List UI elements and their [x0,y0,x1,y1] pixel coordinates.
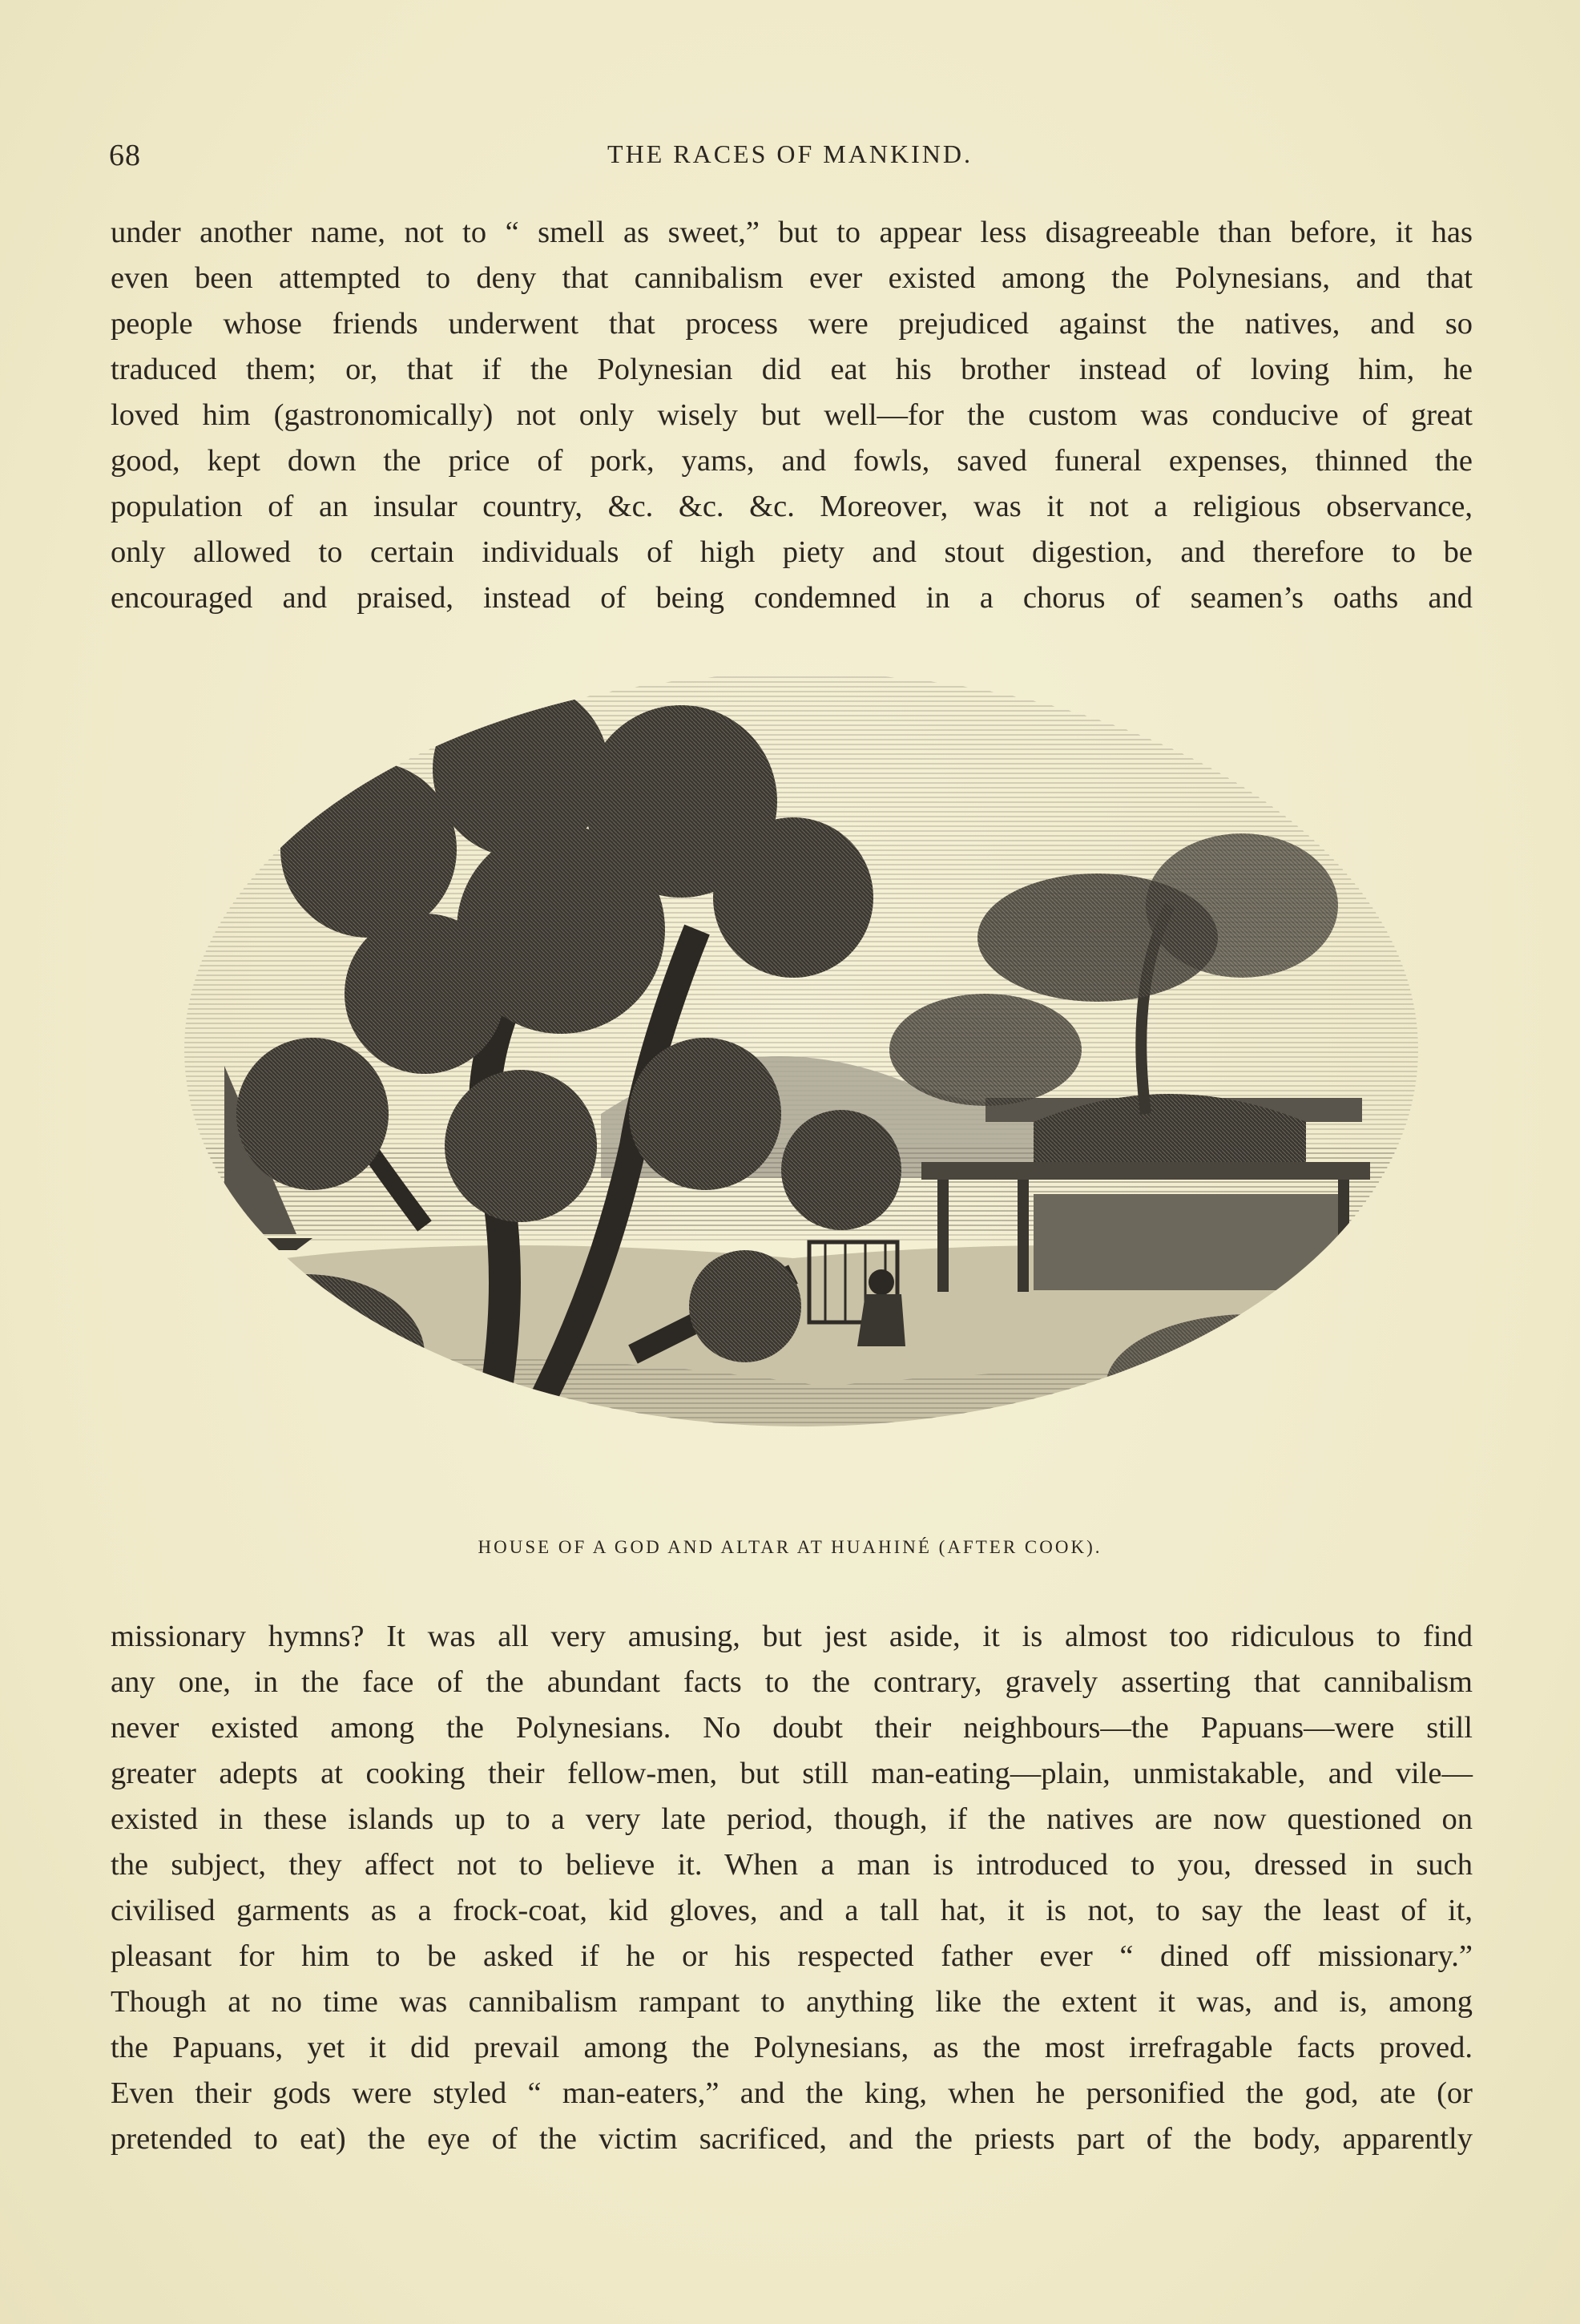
text-line: pretended to eat) the eye of the victim sacrificed, and the priests part of the body, apparently [111,2122,1473,2156]
text-line: Though at no time was cannibalism rampant to anything like the extent it was, and is, among [111,1985,1473,2019]
text-line: the subject, they affect not to believe it. When a man is introduced to you, dressed in such [111,1848,1473,1882]
text-line: only allowed to certain individuals of high piety and stout digestion, and therefore to be [111,535,1473,569]
text-line: people whose friends underwent that process were prejudiced against the natives, and so [111,307,1473,341]
text-line: civilised garments as a frock-coat, kid gloves, and a tall hat, it is not, to say the least of it, [111,1894,1473,1927]
text-line: the Papuans, yet it did prevail among the Polynesians, as the most irrefragable facts proved. [111,2031,1473,2064]
text-line: traduced them; or, that if the Polynesian did eat his brother instead of loving him, he [111,353,1473,386]
text-line: loved him (gastronomically) not only wisely but well—for the custom was conducive of great [111,398,1473,432]
top-paragraph [111,210,1473,621]
text-line: encouraged and praised, instead of being condemned in a chorus of seamen’s oaths and [111,581,1473,615]
text-line: pleasant for him to be asked if he or his respected father ever “ dined off missionary.” [111,1939,1473,1973]
text-line: existed in these islands up to a very late period, though, if the natives are now questioned on [111,1802,1473,1836]
text-line: any one, in the face of the abundant facts to the contrary, gravely asserting that cannibalism [111,1665,1473,1699]
text-line: even been attempted to deny that cannibalism ever existed among the Polynesians, and that [111,261,1473,295]
text-line: population of an insular country, &c. &c. &c. Moreover, was it not a religious observance, [111,490,1473,523]
running-title: THE RACES OF MANKIND. [607,139,973,168]
text-line: greater adepts at cooking their fellow-men, but still man-eating—plain, unmistakable, and vile— [111,1757,1473,1790]
page-number: 68 [109,139,141,172]
engraving-scene [184,665,1418,1527]
text-line: under another name, not to “ smell as sweet,” but to appear less disagreeable than before, it has [111,216,1473,249]
text-line: missionary hymns? It was all very amusing, but jest aside, it is almost too ridiculous to find [111,1620,1473,1653]
figure-caption: HOUSE OF A GOD AND ALTAR AT HUAHINÉ (AFTER COOK). [478,1537,1102,1557]
engraving-svg [184,665,1418,1527]
bottom-paragraph [111,1614,1473,2162]
text-line: good, kept down the price of pork, yams, and fowls, saved funeral expenses, thinned the [111,444,1473,478]
text-line: never existed among the Polynesians. No doubt their neighbours—the Papuans—were still [111,1711,1473,1745]
engraving-illustration [184,665,1418,1527]
text-line: Even their gods were styled “ man-eaters,” and the king, when he personified the god, ate (or [111,2076,1473,2110]
page-header [109,135,1471,183]
